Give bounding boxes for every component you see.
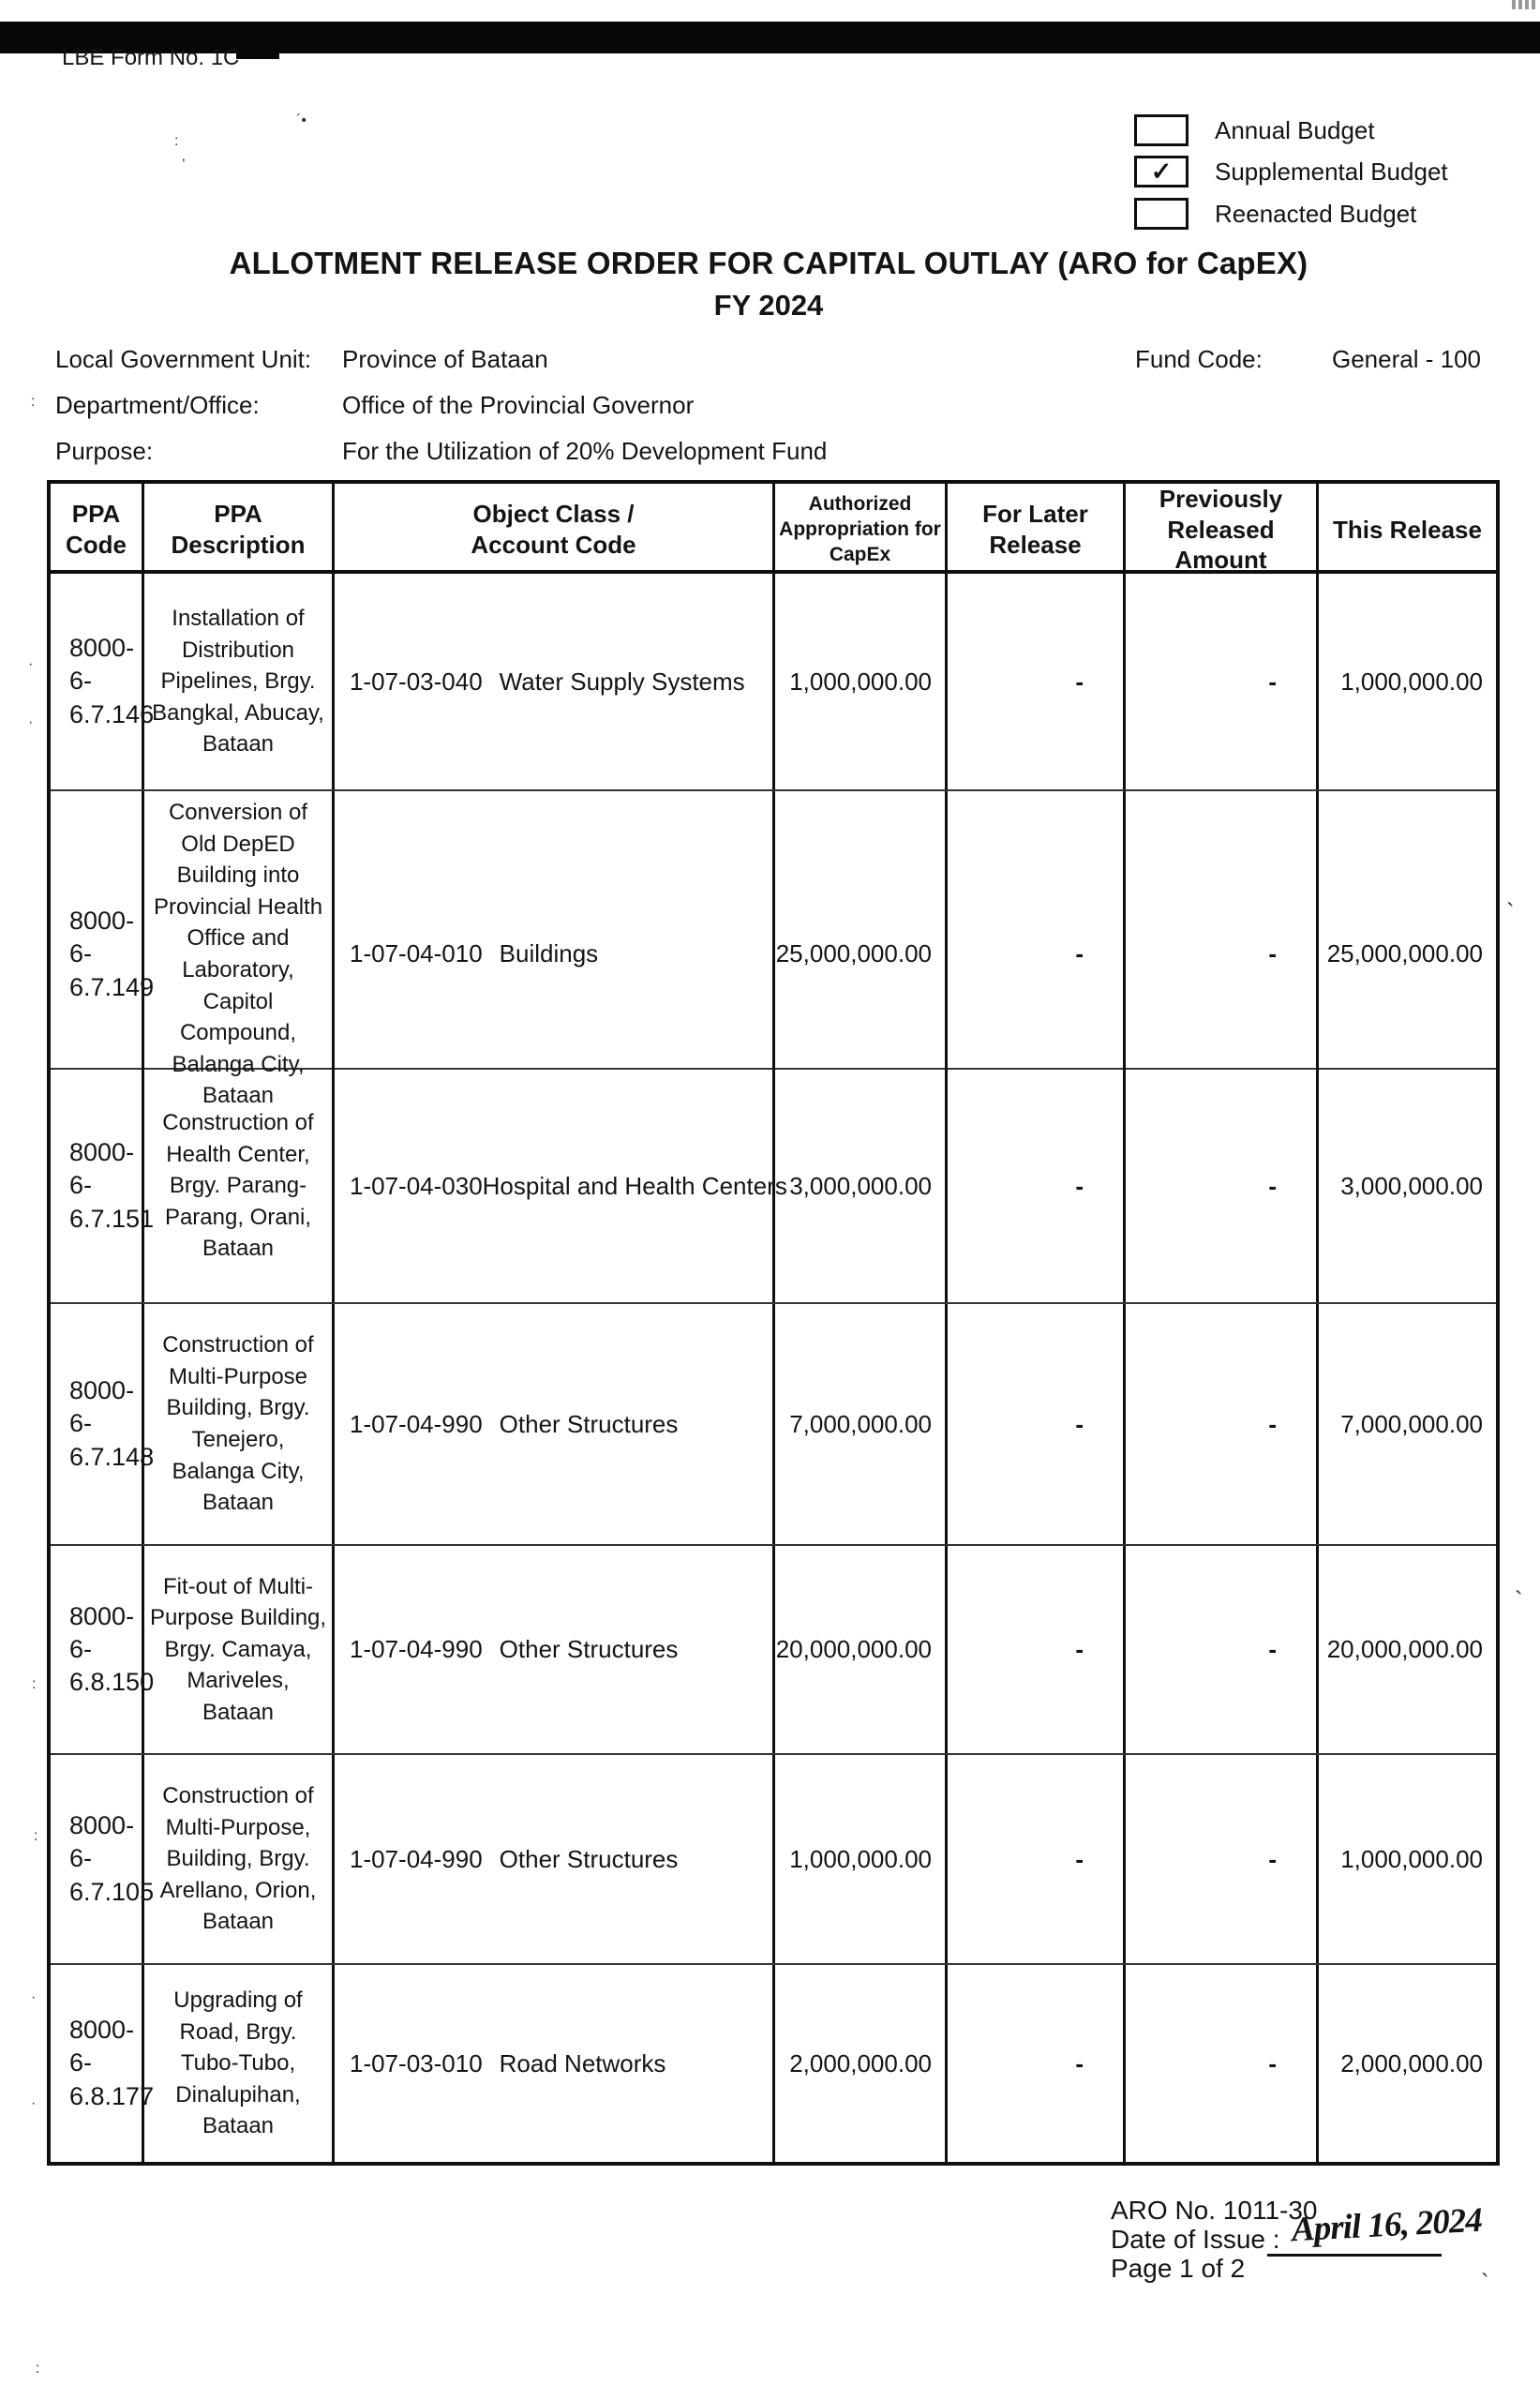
scan-artifact: ·	[28, 656, 34, 672]
account-code-cell: 1-07-04-030 Hospital and Health Centers	[335, 1070, 775, 1302]
this-release-cell: 3,000,000.00	[1340, 1171, 1483, 1200]
scan-artifact: ‚	[182, 148, 186, 164]
ppa-description-cell: Fit-out of Multi-Purpose Building, Brgy. Camaya, Mariveles, Bataan	[144, 1546, 335, 1753]
previously-released-cell: -	[1126, 1965, 1319, 2162]
for-later-release-cell: -	[948, 1965, 1126, 2162]
allotment-table	[47, 480, 1500, 2166]
table-header-row	[51, 484, 1496, 574]
for-later-release-cell: -	[948, 1755, 1126, 1963]
fund-code-label: Fund Code:	[1135, 345, 1263, 373]
ppa-code-cell: 8000-6- 6.7.148	[51, 1304, 144, 1544]
previously-released-cell: -	[1126, 574, 1319, 789]
account-code-cell: 1-07-04-990 Other Structures	[335, 1755, 775, 1963]
ppa-description-cell: Upgrading of Road, Brgy. Tubo-Tubo, Dinalupihan, Bataan	[144, 1965, 335, 2162]
table-row	[51, 574, 1496, 791]
reenacted-budget-label: Reenacted Budget	[1215, 199, 1417, 228]
purpose-label: Purpose:	[55, 437, 154, 465]
scan-artifact: `	[1481, 2269, 1489, 2297]
authorized-amount-cell: 7,000,000.00	[775, 1304, 948, 1544]
table-row	[51, 1304, 1496, 1546]
account-code-cell: 1-07-04-990 Other Structures	[335, 1304, 775, 1544]
header-object-class: Object Class / Account Code	[335, 484, 775, 576]
lgu-value: Province of Bataan	[342, 345, 548, 373]
table-row	[51, 1965, 1496, 2162]
header-for-later-release: For Later Release	[948, 484, 1126, 576]
this-release-cell: 1,000,000.00	[1340, 1844, 1483, 1873]
account-code-cell: 1-07-04-990 Other Structures	[335, 1546, 775, 1753]
for-later-release-cell: -	[948, 574, 1126, 789]
scan-artifact: `	[1506, 898, 1515, 926]
this-release-cell: 1,000,000.00	[1340, 667, 1483, 696]
this-release-cell: 2,000,000.00	[1340, 2048, 1483, 2078]
scan-artifact: :	[36, 2361, 40, 2377]
budget-option-reenacted	[1134, 198, 1416, 230]
ppa-code-cell: 8000-6- 6.8.150	[51, 1546, 144, 1753]
ppa-code-cell: 8000-6- 6.7.105	[51, 1755, 144, 1963]
header-ppa-description: PPA Description	[144, 484, 335, 576]
ppa-description-cell: Installation of Distribution Pipelines, Brgy. Bangkal, Abucay, Bataan	[144, 574, 335, 789]
for-later-release-cell: -	[948, 1304, 1126, 1544]
authorized-amount-cell: 2,000,000.00	[775, 1965, 948, 2162]
for-later-release-cell: -	[948, 791, 1126, 1118]
budget-option-supplemental	[1134, 156, 1448, 188]
ppa-code-cell: 8000-6- 6.7.151	[51, 1070, 144, 1302]
this-release-cell: 20,000,000.00	[1326, 1635, 1483, 1663]
supplemental-budget-label: Supplemental Budget	[1215, 157, 1448, 186]
this-release-cell: 7,000,000.00	[1340, 1409, 1483, 1438]
page-indicator: Page 1 of 2	[1111, 2254, 1246, 2283]
scan-artifact: ·	[31, 2095, 37, 2111]
authorized-amount-cell: 1,000,000.00	[775, 574, 948, 789]
authorized-amount-cell: 25,000,000.00	[775, 791, 948, 1118]
ppa-description-cell: Conversion of Old DepED Building into Provincial Health Office and Laboratory, Capitol Compound, Balanga City, Bataan	[144, 791, 335, 1118]
header-authorized-appropriation: Authorized Appropriation for CapEx	[775, 484, 948, 576]
authorized-amount-cell: 1,000,000.00	[775, 1755, 948, 1963]
scan-artifact: :	[32, 1676, 37, 1692]
annual-budget-label: Annual Budget	[1215, 115, 1375, 144]
table-row	[51, 1070, 1496, 1304]
scan-artifact: `	[1515, 1586, 1523, 1614]
previously-released-cell: -	[1126, 1070, 1319, 1302]
header-this-release: This Release	[1333, 515, 1482, 544]
ppa-code-cell: 8000-6- 6.7.149	[51, 791, 144, 1118]
ppa-description-cell: Construction of Health Center, Brgy. Parang-Parang, Orani, Bataan	[144, 1070, 335, 1302]
previously-released-cell: -	[1126, 791, 1319, 1118]
account-code-cell: 1-07-04-010 Buildings	[335, 791, 775, 1118]
previously-released-cell: -	[1126, 1304, 1319, 1544]
scan-artifact	[1512, 0, 1536, 9]
for-later-release-cell: -	[948, 1070, 1126, 1302]
scan-artifact	[236, 53, 279, 59]
form-number: LBE Form No. 1C	[62, 45, 240, 70]
date-of-issue-label: Date of Issue :	[1111, 2225, 1280, 2254]
fund-code-value: General - 100	[1332, 345, 1481, 373]
document-title: ALLOTMENT RELEASE ORDER FOR CAPITAL OUTLAY (ARO for CapEX)	[229, 246, 1308, 280]
ppa-code-cell: 8000-6- 6.8.177	[51, 1965, 144, 2162]
annual-budget-checkbox	[1134, 114, 1189, 146]
reenacted-budget-checkbox	[1134, 198, 1189, 230]
for-later-release-cell: -	[948, 1546, 1126, 1753]
scan-artifact: :	[34, 1828, 38, 1844]
aro-number: ARO No. 1011-30	[1111, 2196, 1318, 2225]
this-release-cell: 25,000,000.00	[1326, 939, 1483, 968]
table-row	[51, 1546, 1496, 1755]
scan-artifact: ·	[28, 714, 34, 730]
footer-block	[1111, 2196, 1318, 2283]
account-code-cell: 1-07-03-010 Road Networks	[335, 1965, 775, 2162]
department-label: Department/Office:	[55, 391, 260, 419]
table-row	[51, 1755, 1496, 1965]
ppa-code-cell: 8000-6- 6.7.146	[51, 574, 144, 789]
account-code-cell: 1-07-03-040 Water Supply Systems	[335, 574, 775, 789]
purpose-value: For the Utilization of 20% Development Fund	[342, 437, 828, 465]
scan-artifact: :	[174, 133, 179, 149]
scan-artifact: ·	[31, 1989, 37, 2005]
table-row	[51, 791, 1496, 1109]
header-previously-released: Previously Released Amount	[1126, 484, 1319, 576]
ppa-description-cell: Construction of Multi-Purpose Building, Brgy. Tenejero, Balanga City, Bataan	[144, 1304, 335, 1544]
lgu-label: Local Government Unit:	[55, 345, 312, 373]
department-value: Office of the Provincial Governor	[342, 391, 695, 419]
scan-artifact: :	[31, 394, 36, 410]
ppa-description-cell: Construction of Multi-Purpose, Building, Brgy. Arellano, Orion, Bataan	[144, 1755, 335, 1963]
scan-artifact: ´•	[296, 112, 307, 128]
previously-released-cell: -	[1126, 1546, 1319, 1753]
authorized-amount-cell: 3,000,000.00	[775, 1070, 948, 1302]
fiscal-year: FY 2024	[713, 289, 824, 322]
handwritten-date: April 16, 2024	[1291, 2200, 1483, 2250]
authorized-amount-cell: 20,000,000.00	[775, 1546, 948, 1753]
previously-released-cell: -	[1126, 1755, 1319, 1963]
date-underline	[1267, 2254, 1442, 2257]
header-ppa-code: PPA Code	[51, 484, 144, 576]
supplemental-budget-checkbox-checked: ✓	[1134, 156, 1189, 188]
budget-option-annual	[1134, 114, 1375, 146]
